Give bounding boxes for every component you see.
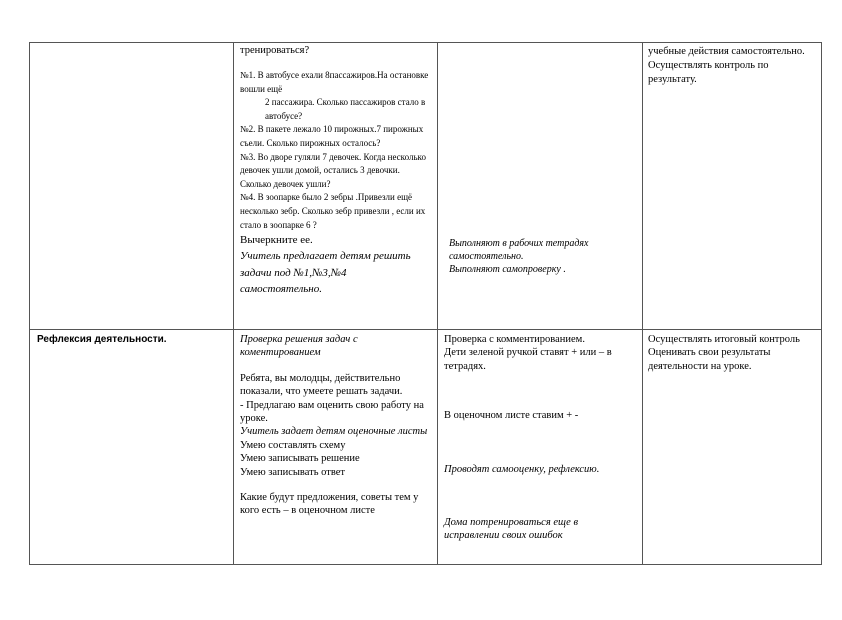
row1-learning-actions: учебные действия самостоятельно. Осуществлять контроль по результату. xyxy=(648,46,805,85)
problem-1-part-b: 2 пассажира. Сколько пассажиров стало в автобусе? xyxy=(265,97,426,121)
column-divider-1 xyxy=(233,42,234,565)
check-with-comments: Проверка решения задач с коментированием xyxy=(240,334,358,359)
skill-answer: Умею записывать ответ xyxy=(240,466,345,478)
self-assessment: Проводят самооценку, рефлексию. xyxy=(444,463,600,475)
column-divider-3 xyxy=(642,42,643,565)
row-divider xyxy=(29,329,822,330)
row2-learning-actions: Осуществлять итоговый контроль Оценивать свои результаты деятельности на уроке. xyxy=(648,334,800,372)
row2-teacher-activity xyxy=(240,333,432,518)
check-comment: Проверка с комментированием. xyxy=(444,334,585,345)
evaluation-sheets: Учитель задает детям оценочные листы xyxy=(240,426,428,438)
table-left-border xyxy=(29,42,30,565)
row1-teacher-activity xyxy=(240,44,430,298)
teacher-assignment: Учитель предлагает детям решить задачи под №1,№3,№4 самостоятельно. xyxy=(240,250,411,296)
stage-title-reflection: Рефлексия деятельности. xyxy=(37,334,167,345)
problem-4: №4. В зоопарке было 2 зебры .Привезли ещё несколько зебр. Сколько зебр привезли , если их стало в зоопарке 6 ? xyxy=(240,192,426,230)
row2-student-activity xyxy=(444,333,636,543)
strike-instruction: Вычеркните ее. xyxy=(240,234,313,247)
skill-scheme: Умею составлять схему xyxy=(240,439,346,451)
green-pen-marks: Дети зеленой ручкой ставят + или – в тетрадях. xyxy=(444,347,612,372)
skill-solution: Умею записывать решение xyxy=(240,453,360,465)
table-right-border xyxy=(821,42,822,565)
workbook-line: Выполняют в рабочих тетрадях самостоятельно. xyxy=(449,238,589,262)
offer-self-assessment: - Предлагаю вам оценить свою работу на уроке. xyxy=(240,399,424,425)
intro-question: тренироваться? xyxy=(240,45,310,56)
table-bottom-border xyxy=(29,564,822,565)
suggestions-question: Какие будут предложения, советы тем у кого есть – в оценочном листе xyxy=(240,492,419,517)
problem-3: №3. Во дворе гуляли 7 девочек. Когда несколько девочек ушли домой, остались 3 девочки. Сколько девочек ушли? xyxy=(240,151,426,189)
row1-student-activity xyxy=(449,237,634,276)
problem-1-part-a: №1. В автобусе ехали 8пассажиров.На остановке вошли ещё xyxy=(240,70,429,94)
column-divider-2 xyxy=(437,42,438,565)
self-check-line: Выполняют самопроверку . xyxy=(449,264,566,275)
table-top-border xyxy=(29,42,822,43)
evaluation-sheet-marks: В оценочном листе ставим + - xyxy=(444,410,579,422)
praise-text: Ребята, вы молодцы, действительно показали, что умеете решать задачи. xyxy=(240,372,403,398)
problem-2: №2. В пакете лежало 10 пирожных.7 пирожных съели. Сколько пирожных осталось? xyxy=(240,124,424,148)
homework-corrections: Дома потренироваться еще в исправлении своих ошибок xyxy=(444,517,579,542)
